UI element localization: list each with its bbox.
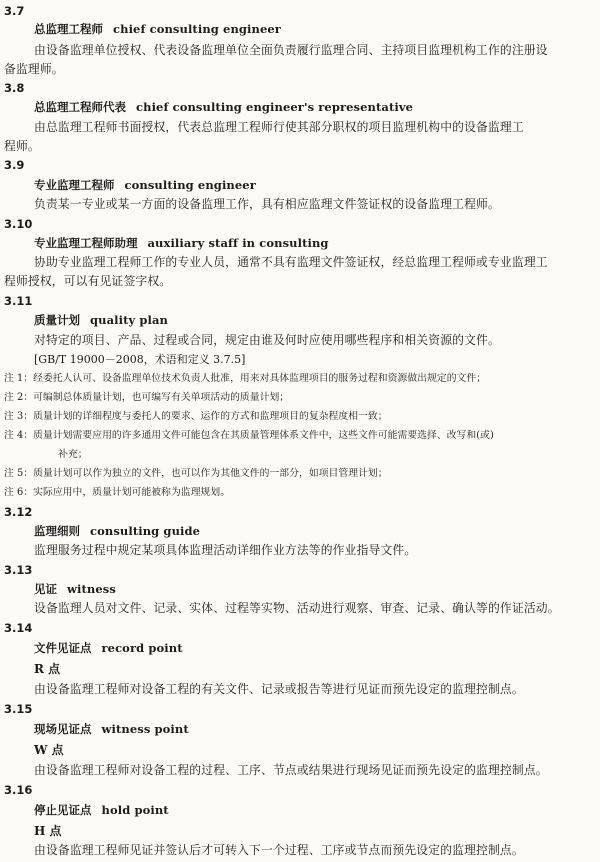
note-line: 注 5：质量计划可以作为独立的文件，也可以作为其他文件的一部分，如项目管理计划； [4, 468, 388, 479]
definition-line: 由设备监理工程师见证并签认后才可转入下一个过程、工序或节点而预先设定的监理控制点。 [34, 843, 524, 857]
section-number: 3.10 [4, 217, 33, 231]
abbreviation-label: H 点 [34, 824, 62, 838]
term-heading [34, 180, 256, 192]
term-zh: 专业监理工程师 [34, 178, 115, 192]
section-number: 3.9 [4, 158, 25, 172]
note-line: 注 1：经委托人认可、设备监理单位技术负责人批准，用来对具体监理项目的服务过程和资源做出规定的文件； [4, 373, 487, 384]
term-heading [34, 805, 169, 817]
term-zh: 现场见证点 [34, 722, 92, 736]
definition-line: 由设备监理工程师对设备工程的有关文件、记录或报告等进行见证而预先设定的监理控制点。 [34, 682, 524, 696]
term-en: consulting guide [90, 524, 201, 538]
term-en: chief consulting engineer's representative [136, 100, 414, 114]
term-heading [34, 724, 189, 736]
term-zh: 见证 [34, 582, 57, 596]
abbreviation-label: W 点 [34, 743, 64, 757]
section-number: 3.13 [4, 563, 33, 577]
note-line: 补充； [58, 449, 88, 460]
note-line: 注 4：质量计划需要应用的许多通用文件可能包含在其质量管理体系文件中，这些文件可能需要选择、改写和(或) [4, 430, 494, 441]
term-zh: 停止见证点 [34, 803, 92, 817]
term-heading [34, 24, 281, 36]
definition-line: 备监理师。 [4, 62, 64, 76]
definition-line: 由设备监理工程师对设备工程的过程、工序、节点或结果进行现场见证而预先设定的监理控制点。 [34, 763, 548, 777]
section-number: 3.12 [4, 505, 33, 519]
term-en: witness [67, 582, 116, 596]
definition-line: 监理服务过程中规定某项具体监理活动详细作业方法等的作业指导文件。 [34, 543, 417, 557]
definition-line: 由设备监理单位授权、代表设备监理单位全面负责履行监理合同、主持项目监理机构工作的注册设 [34, 43, 548, 57]
note-line: 注 6：实际应用中，质量计划可能被称为监理规划。 [4, 487, 231, 498]
section-number: 3.15 [4, 702, 33, 716]
term-en: auxiliary staff in consulting [147, 236, 329, 250]
term-zh: 专业监理工程师助理 [34, 236, 138, 250]
section-number: 3.11 [4, 294, 33, 308]
definition-line: 设备监理人员对文件、记录、实体、过程等实物、活动进行观察、审查、记录、确认等的作证活动。 [34, 601, 560, 615]
abbreviation-label: R 点 [34, 662, 61, 676]
term-heading [34, 526, 200, 538]
term-zh: 监理细则 [34, 524, 80, 538]
term-heading [34, 584, 116, 596]
section-number: 3.7 [4, 4, 25, 18]
definition-line: 负责某一专业或某一方面的设备监理工作，具有相应监理文件签证权的设备监理工程师。 [34, 197, 500, 211]
definition-line: 由总监理工程师书面授权，代表总监理工程师行使其部分职权的项目监理机构中的设备监理工 [34, 120, 524, 134]
section-number: 3.14 [4, 621, 33, 635]
term-zh: 总监理工程师 [34, 22, 103, 36]
section-number: 3.16 [4, 783, 33, 797]
note-line: 注 2：可编制总体质量计划，也可编写有关单项活动的质量计划； [4, 392, 290, 403]
term-en: hold point [101, 803, 169, 817]
term-en: record point [101, 641, 183, 655]
term-zh: 总监理工程师代表 [34, 100, 126, 114]
note-line: 注 3：质量计划的详细程度与委托人的要求、运作的方式和监理项目的复杂程度相一致； [4, 411, 388, 422]
definition-line: 对特定的项目、产品、过程或合同，规定由谁及何时应使用哪些程序和相关资源的文件。 [34, 333, 500, 347]
term-heading [34, 238, 329, 250]
term-en: witness point [101, 722, 189, 736]
term-en: quality plan [90, 313, 169, 327]
definition-line: 协助专业监理工程师工作的专业人员，通常不具有监理文件签证权，经总监理工程师或专业监理工 [34, 255, 548, 269]
term-en: consulting engineer [124, 178, 256, 192]
term-heading [34, 102, 413, 114]
term-en: chief consulting engineer [113, 22, 281, 36]
reference-citation: [GB/T 19000－2008，术语和定义 3.7.5] [34, 353, 246, 366]
definition-line: 程师。 [4, 139, 40, 153]
section-number: 3.8 [4, 81, 25, 95]
term-zh: 质量计划 [34, 313, 80, 327]
term-zh: 文件见证点 [34, 641, 92, 655]
definition-line: 程师授权，可以有见证签字权。 [4, 274, 172, 288]
term-heading [34, 315, 168, 327]
term-heading [34, 643, 183, 655]
